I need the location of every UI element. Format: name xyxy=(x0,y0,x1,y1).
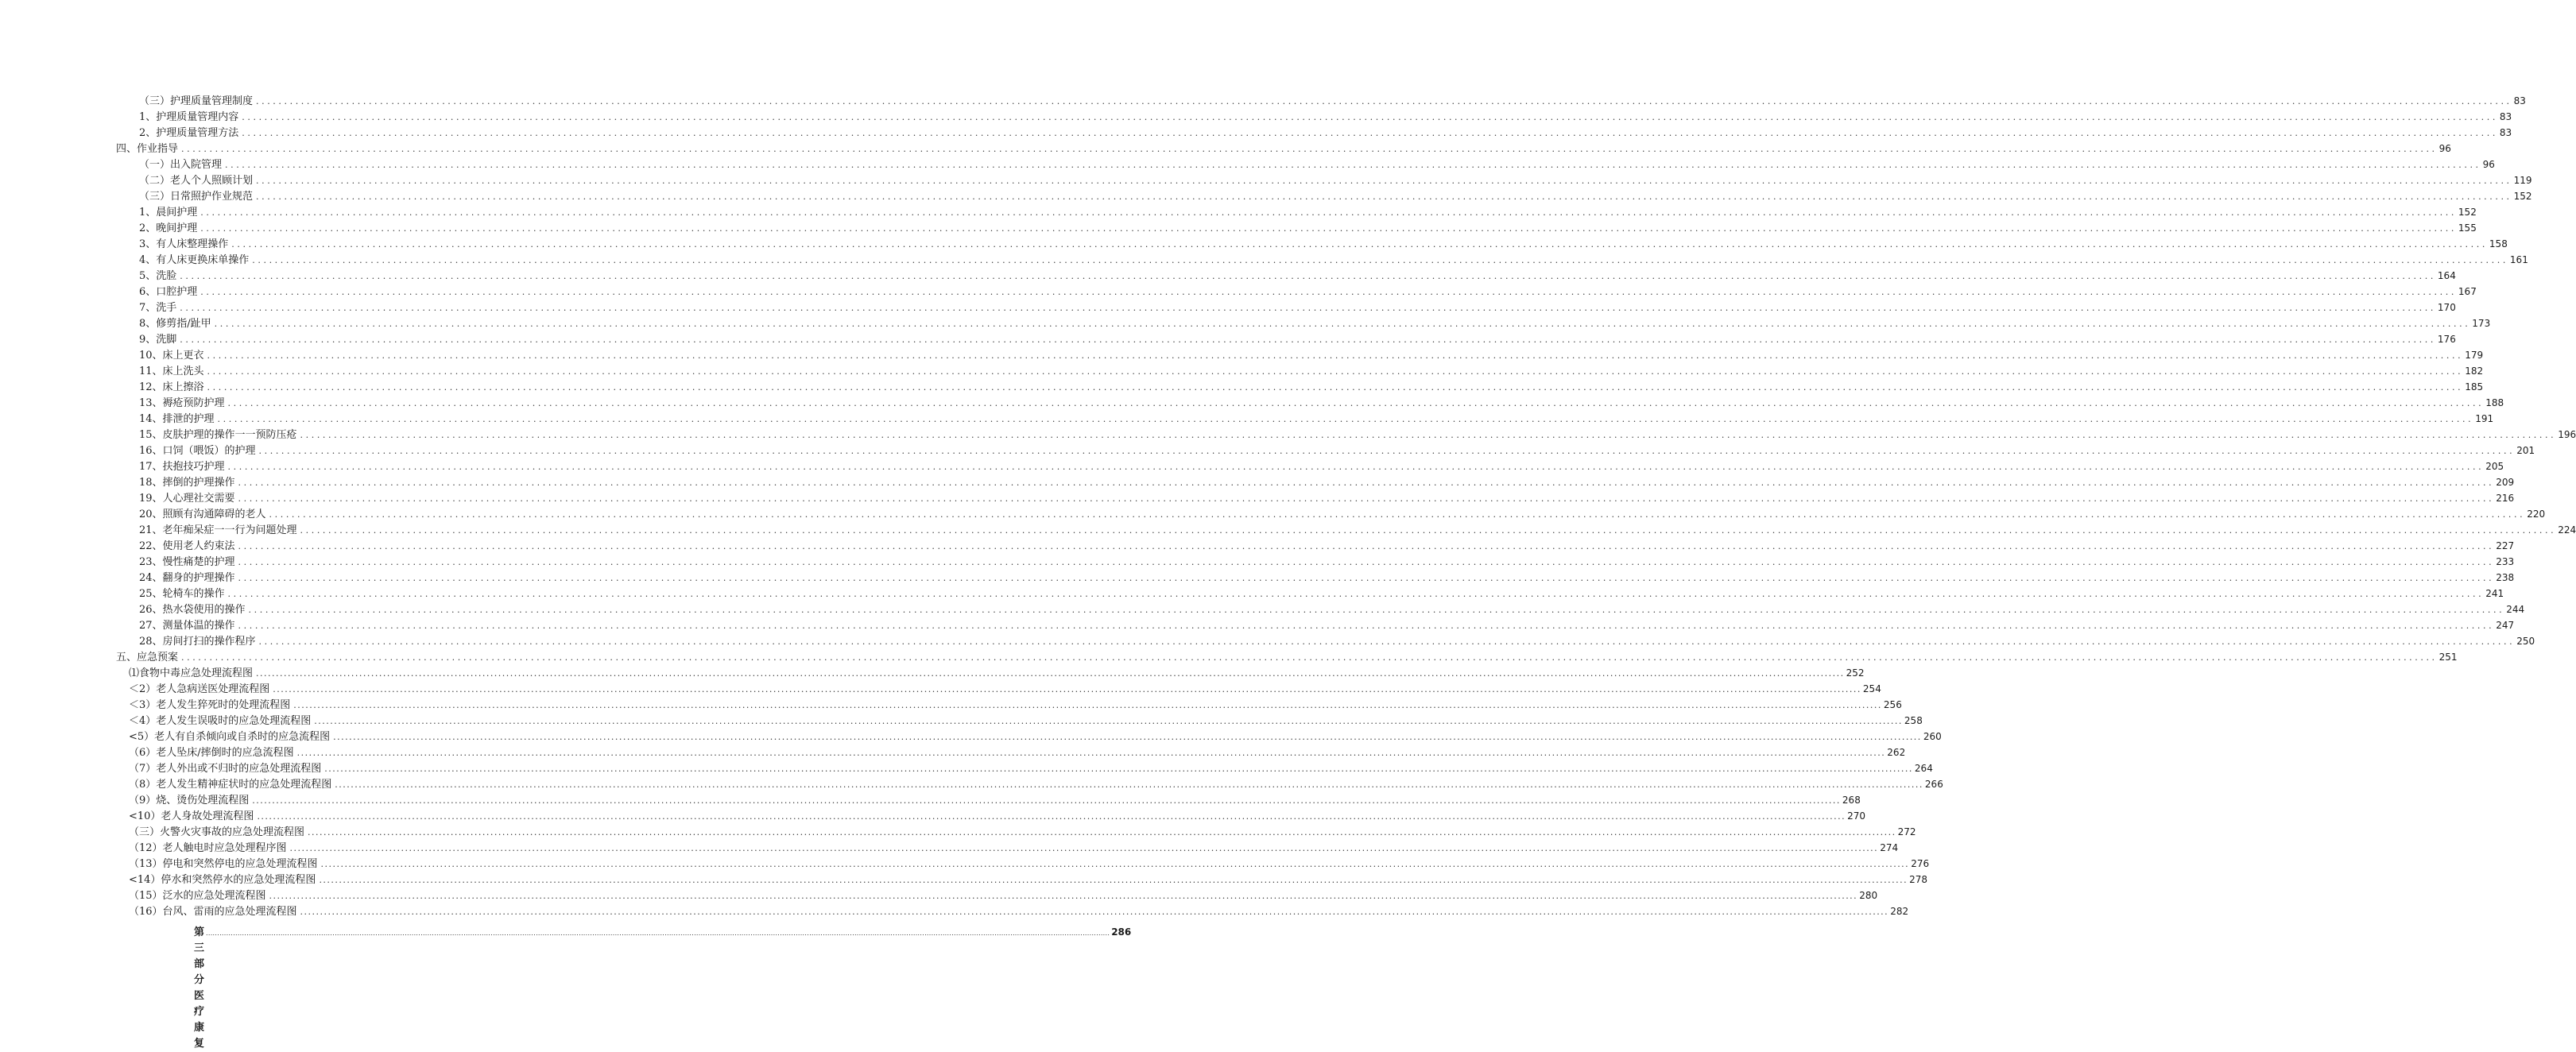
toc-entry-title: 15、皮肤护理的操作一一预防压疮 xyxy=(139,429,297,441)
toc-entry-title: （15）泛水的应急处理流程图 xyxy=(129,890,266,902)
toc-entry[interactable] xyxy=(0,157,2495,172)
toc-entry-page: 188 xyxy=(2485,397,2504,408)
toc-entry[interactable] xyxy=(0,458,2504,474)
dot-leader: ................................................................................................................................................................................................................................................................................................................................................................................................................ xyxy=(181,652,2438,663)
toc-entry-title: 4、有人床更换床单操作 xyxy=(139,254,250,266)
toc-entry[interactable] xyxy=(0,109,2512,125)
dot-leader: ................................................................................................................................................................................................................................................................................................................................................................................................................ xyxy=(257,811,1846,822)
dot-leader: ................................................................................................................................................................................................................................................................................................................................................................................................................ xyxy=(320,859,1910,869)
toc-entry-page: 266 xyxy=(1924,779,1943,790)
toc-entry[interactable] xyxy=(0,268,2456,284)
toc-entry[interactable] xyxy=(0,379,2484,395)
dot-leader: ................................................................................................................................................................................................................................................................................................................................................................................................................ xyxy=(256,668,1845,679)
dot-leader: ................................................................................................................................................................................................................................................................................................................................................................................................................ xyxy=(238,557,2495,567)
toc-entry-title: （8）老人发生精神症状时的应急处理流程图 xyxy=(129,779,332,791)
toc-entry-page: 220 xyxy=(2527,509,2546,520)
dot-leader: ................................................................................................................................................................................................................................................................................................................................................................................................................ xyxy=(200,223,2457,234)
toc-entry-title: 10、床上更衣 xyxy=(139,350,204,362)
dot-leader: ................................................................................................................................................................................................................................................................................................................................................................................................................ xyxy=(227,398,2485,408)
toc-entry-title: 5、洗脸 xyxy=(139,270,177,282)
dot-leader: ................................................................................................................................................................................................................................................................................................................................................................................................................ xyxy=(258,446,2516,456)
toc-entry[interactable] xyxy=(0,204,2477,220)
toc-entry-page: 96 xyxy=(2438,143,2451,154)
toc-entry-page: 268 xyxy=(1842,795,1861,806)
toc-entry[interactable] xyxy=(0,506,2546,522)
toc-entry[interactable] xyxy=(0,188,2532,204)
dot-leader: ................................................................................................................................................................................................................................................................................................................................................................................................................ xyxy=(256,96,2512,106)
toc-entry[interactable] xyxy=(0,665,1865,681)
toc-entry-title: ＜2）老人急病送医处理流程图 xyxy=(129,683,270,695)
toc-entry[interactable] xyxy=(0,236,2508,252)
toc-entry-title: （一）出入院管理 xyxy=(139,159,223,171)
dot-leader: ................................................................................................................................................................................................................................................................................................................................................................................................................ xyxy=(225,160,2481,170)
toc-entry-page: 83 xyxy=(2499,127,2512,138)
dot-leader: ................................................................................................................................................................................................................................................................................................................................................................................................................ xyxy=(300,907,1889,917)
dot-leader: ................................................................................................................................................................................................................................................................................................................................................................................................................ xyxy=(238,493,2495,504)
toc-entry-page: 119 xyxy=(2513,175,2532,186)
toc-entry-title: <10）老人身故处理流程图 xyxy=(129,810,254,822)
toc-entry-title: ＜4）老人发生误吸时的应急处理流程图 xyxy=(129,715,312,727)
toc-entry-page: 96 xyxy=(2482,159,2495,170)
toc-entry-page: 176 xyxy=(2437,334,2456,345)
toc-entry-page: 152 xyxy=(2513,191,2532,202)
toc-entry-title: 25、轮椅车的操作 xyxy=(139,588,225,600)
toc-entry-title: 2、护理质量管理方法 xyxy=(139,127,239,139)
toc-entry-page: 83 xyxy=(2499,111,2512,122)
toc-entry-page: 227 xyxy=(2496,540,2515,551)
toc-entry[interactable] xyxy=(0,617,2515,633)
toc-entry-title: 23、慢性痛楚的护理 xyxy=(139,556,235,568)
toc-entry-title: 8、修剪指/趾甲 xyxy=(139,318,211,330)
dot-leader: ................................................................................................................................................................................................................................................................................................................................................................................................................ xyxy=(258,636,2516,647)
dot-leader: ................................................................................................................................................................................................................................................................................................................................................................................................................ xyxy=(200,207,2457,218)
toc-entry-title: ⑴食物中毒应急处理流程图 xyxy=(129,667,254,679)
toc-entry-page: 205 xyxy=(2485,461,2504,472)
toc-entry-title: （二）老人个人照顾计划 xyxy=(139,175,254,187)
dot-leader: ................................................................................................................................................................................................................................................................................................................................................................................................................ xyxy=(333,732,1922,742)
toc-entry-page: 224 xyxy=(2558,524,2576,536)
toc-entry-page: 241 xyxy=(2485,588,2504,599)
dot-leader: ................................................................................................................................................................................................................................................................................................................................................................................................................ xyxy=(238,478,2495,488)
toc-entry[interactable] xyxy=(0,649,2458,665)
toc-entry-page: 201 xyxy=(2516,445,2535,456)
toc-entry[interactable] xyxy=(0,713,1923,729)
toc-entry[interactable] xyxy=(0,284,2477,300)
toc-entry-page: 264 xyxy=(1914,763,1933,774)
toc-entry-page: 185 xyxy=(2465,381,2484,393)
toc-entry-page: 274 xyxy=(1880,842,1899,853)
dot-leader: ................................................................................................................................................................................................................................................................................................................................................................................................................ xyxy=(256,176,2512,186)
toc-entry[interactable] xyxy=(0,872,1927,888)
toc-entry-title: 7、洗手 xyxy=(139,302,177,314)
toc-entry[interactable] xyxy=(0,697,1902,713)
toc-entry[interactable] xyxy=(0,538,2515,554)
dot-leader: ................................................................................................................................................................................................................................................................................................................................................................................................................ xyxy=(256,191,2512,202)
toc-entry-title: 9、洗脚 xyxy=(139,334,177,346)
dot-leader: ................................................................................................................................................................................................................................................................................................................................................................................................................ xyxy=(207,366,2464,377)
toc-entry-title: （13）停电和突然停电的应急处理流程图 xyxy=(129,858,318,870)
toc-entry-page: 278 xyxy=(1909,874,1927,885)
toc-entry-title: 14、排泄的护理 xyxy=(139,413,215,425)
dot-leader: ................................................................................................................................................................................................................................................................................................................................................................................................................ xyxy=(181,144,2438,154)
dot-leader: ................................................................................................................................................................................................................................................................................................................................................................................................................ xyxy=(238,621,2495,631)
toc-entry-title: 22、使用老人约束法 xyxy=(139,540,235,552)
dot-leader: ................................................................................................................................................................................................................................................................................................................................................................................................................ xyxy=(180,303,2436,313)
toc-entry-page: 270 xyxy=(1847,810,1865,822)
dot-leader: ................................................................................................................................................................................................................................................................................................................................................................................................................ xyxy=(335,779,1923,790)
toc-entry-title: <14）停水和突然停水的应急处理流程图 xyxy=(129,874,316,886)
toc-entry[interactable] xyxy=(0,776,1943,792)
toc-entry[interactable] xyxy=(0,443,2535,458)
toc-entry[interactable] xyxy=(0,363,2484,379)
toc-entry-page: 262 xyxy=(1887,747,1906,758)
dot-leader: ................................................................................................................................................................................................................................................................................................................................................................................................................ xyxy=(238,541,2495,551)
toc-entry-page: 191 xyxy=(2475,413,2494,424)
dot-leader: ................................................................................................................................................................................................................................................................................................................................................................................................................ xyxy=(293,700,1882,710)
toc-entry-title: （16）台风、雷雨的应急处理流程图 xyxy=(129,906,297,918)
toc-entry-page: 238 xyxy=(2496,572,2515,583)
toc-entry-title: ＜3）老人发生猝死时的处理流程图 xyxy=(129,699,291,711)
dot-leader: ................................................................................................................................................................................................................................................................................................................................................................................................................ xyxy=(314,716,1903,726)
toc-entry-title: （三）日常照护作业规范 xyxy=(139,191,254,203)
toc-entry-title: 21、老年痴呆症一一行为问题处理 xyxy=(139,524,297,536)
toc-entry-page: 173 xyxy=(2472,318,2491,329)
toc-entry-title: 12、床上擦浴 xyxy=(139,381,204,393)
dot-leader: ................................................................................................................................................................................................................................................................................................................................................................................................................ xyxy=(227,589,2485,599)
toc-entry-title: <5）老人有自杀倾向或自杀时的应急流程图 xyxy=(129,731,331,743)
toc-entry-title: 26、热水袋使用的操作 xyxy=(139,604,246,616)
toc-entry[interactable] xyxy=(0,395,2504,411)
dot-leader: ................................................................................................................................................................................................................................................................................................................................................................................................................ xyxy=(300,525,2557,536)
toc-entry[interactable] xyxy=(0,586,2504,601)
toc-entry[interactable] xyxy=(0,300,2456,315)
toc-entry-page: 250 xyxy=(2516,636,2535,647)
toc-entry-title: （三）护理质量管理制度 xyxy=(139,95,254,107)
part-heading-title: 第三部分医疗康复 xyxy=(194,926,205,1050)
toc-entry-page: 272 xyxy=(1897,826,1916,837)
toc-entry[interactable] xyxy=(0,633,2535,649)
dot-leader: ................................................................................................................................................................................................................................................................................................................................................................................................................ xyxy=(214,319,2471,329)
toc-entry-title: 20、照顾有沟通障碍的老人 xyxy=(139,509,266,520)
toc-entry[interactable] xyxy=(0,125,2512,141)
toc-entry-page: 155 xyxy=(2458,222,2477,234)
toc-entry[interactable] xyxy=(0,840,1899,856)
toc-entry[interactable] xyxy=(0,93,2526,109)
toc-entry-page: 179 xyxy=(2465,350,2484,361)
toc-entry-page: 252 xyxy=(1846,667,1865,679)
dot-leader: ................................................................................................................................................................................................................................................................................................................................................................................................................ xyxy=(269,891,1858,901)
dot-leader: ................................................................................................................................................................................................................................................................................................................................................................................................................ xyxy=(308,827,1896,837)
toc-entry[interactable] xyxy=(0,315,2491,331)
toc-entry-page: 280 xyxy=(1859,890,1878,901)
toc-entry-page: 282 xyxy=(1890,906,1909,917)
toc-entry-title: 2、晚间护理 xyxy=(139,222,198,234)
toc-entry-title: （6）老人坠床/摔倒时的应急流程图 xyxy=(129,747,294,759)
toc-entry[interactable] xyxy=(0,220,2477,236)
toc-entry-page: 258 xyxy=(1904,715,1923,726)
toc-entry-title: 27、测量体温的操作 xyxy=(139,620,235,632)
toc-entry-title: 16、口饲（喂饭）的护理 xyxy=(139,445,256,457)
toc-entry[interactable] xyxy=(0,681,1881,697)
toc-entry-page: 244 xyxy=(2506,604,2525,615)
toc-entry-page: 276 xyxy=(1911,858,1930,869)
dot-leader: ................................................................................................................................................................................................................................................................................................................................................................................................................ xyxy=(269,509,2526,520)
toc-entry-page: 158 xyxy=(2489,238,2508,249)
toc-entry-title: 1、护理质量管理内容 xyxy=(139,111,239,123)
dot-leader: ................................................................................................................................................................................................................................................................................................................................................................................................................ xyxy=(200,287,2457,297)
dot-leader: ................................................................................................................................................................................................................................................................................................................................................................................................................ xyxy=(252,255,2508,265)
toc-entry-page: 251 xyxy=(2438,652,2458,663)
toc-entry-page: 196 xyxy=(2558,429,2576,440)
toc-entry[interactable] xyxy=(0,824,1916,840)
toc-entry[interactable] xyxy=(0,522,2576,538)
dot-leader: ................................................................................................................................................................................................................................................................................................................................................................................................................ xyxy=(238,573,2495,583)
toc-entry-title: （三）火警火灾事故的应急处理流程图 xyxy=(129,826,305,838)
dot-leader: ................................................................................................................................................................................................................................................................................................................................................................................................................ xyxy=(324,764,1913,774)
toc-entry-page: 182 xyxy=(2465,365,2484,377)
toc-entry[interactable] xyxy=(0,347,2484,363)
toc-entry-title: （12）老人触电时应急处理程序图 xyxy=(129,842,287,854)
toc-entry[interactable] xyxy=(0,903,1909,919)
toc-entry[interactable] xyxy=(0,856,1930,872)
toc-entry-page: 247 xyxy=(2496,620,2515,631)
toc-entry-page: 233 xyxy=(2496,556,2515,567)
toc-entry-title: 6、口腔护理 xyxy=(139,286,198,298)
dot-leader: ................................................................................................................................................................................................................................................................................................................................................................................................................ xyxy=(180,271,2436,281)
toc-entry-title: 五、应急预案 xyxy=(116,652,179,663)
dot-leader: ................................................................................................................................................................................................................................................................................................................................................................................................................ xyxy=(180,335,2436,345)
toc-entry-title: 28、房间打扫的操作程序 xyxy=(139,636,256,648)
toc-entry[interactable] xyxy=(0,760,1933,776)
dot-leader: ................................................................................................................................................................................................................................................................................................................................................................................................................ xyxy=(207,350,2464,361)
toc-entry[interactable] xyxy=(0,474,2515,490)
dot-leader: ................................................................................................................................................................................................................................................................................................................................................................................................................ xyxy=(296,748,1886,758)
toc-entry-title: 17、扶抱技巧护理 xyxy=(139,461,225,473)
toc-entry-title: 11、床上洗头 xyxy=(139,365,204,377)
toc-entry-page: 152 xyxy=(2458,207,2477,218)
toc-entry-title: 19、人心理社交需要 xyxy=(139,493,235,505)
toc-entry-page: 260 xyxy=(1923,731,1942,742)
toc-entry[interactable] xyxy=(0,427,2576,443)
toc-entry-title: 24、翻身的护理操作 xyxy=(139,572,235,584)
dot-leader: ................................................................................................................................................................................................................................................................................................................................................................................................................ xyxy=(300,430,2557,440)
dot-leader: ................................................................................................................................................................................................................................................................................................................................................................................................................ xyxy=(248,605,2505,615)
dot-leader: ................................................................................................................................................................................................................................................................................................................................................................................................................ xyxy=(217,414,2474,424)
dot-leader: ................................................................................................................................................................................................................................................................................................................................................................................................................ xyxy=(242,112,2498,122)
toc-entry[interactable] xyxy=(0,888,1878,903)
toc-entry-page: 216 xyxy=(2496,493,2515,504)
part-heading-entry[interactable] xyxy=(194,924,1132,1050)
toc-entry[interactable] xyxy=(0,172,2532,188)
toc-entry[interactable] xyxy=(0,745,1906,760)
toc-entry-page: 83 xyxy=(2513,95,2526,106)
toc-entry-title: 四、作业指导 xyxy=(116,143,179,155)
dot-leader: ................................................................................................................................................................................................................................................................................................................................................................................................................ xyxy=(319,875,1908,885)
dot-leader: ................................................................................................................................................................................................................................................................................................................................................................................................................ xyxy=(206,930,1110,937)
toc-entry[interactable] xyxy=(0,331,2456,347)
toc-entry-page: 164 xyxy=(2437,270,2456,281)
toc-entry[interactable] xyxy=(0,570,2515,586)
toc-entry-page: 167 xyxy=(2458,286,2477,297)
toc-entry[interactable] xyxy=(0,252,2528,268)
toc-entry-title: 18、摔倒的护理操作 xyxy=(139,477,235,489)
toc-entry[interactable] xyxy=(0,411,2494,427)
dot-leader: ................................................................................................................................................................................................................................................................................................................................................................................................................ xyxy=(242,128,2498,138)
toc-entry-title: （9）烧、烫伤处理流程图 xyxy=(129,795,250,806)
toc-entry-page: 256 xyxy=(1883,699,1902,710)
dot-leader: ................................................................................................................................................................................................................................................................................................................................................................................................................ xyxy=(231,239,2488,249)
toc-entry-page: 209 xyxy=(2496,477,2515,488)
toc-entry-title: （7）老人外出或不归时的应急处理流程图 xyxy=(129,763,322,775)
toc-entry-page: 254 xyxy=(1862,683,1881,694)
toc-entry[interactable] xyxy=(0,808,1865,824)
toc-entry-title: 3、有人床整理操作 xyxy=(139,238,229,250)
toc-entry[interactable] xyxy=(0,141,2451,157)
table-of-contents xyxy=(0,93,2576,919)
toc-entry[interactable] xyxy=(0,729,1942,745)
dot-leader: ................................................................................................................................................................................................................................................................................................................................................................................................................ xyxy=(252,795,1841,806)
toc-entry-title: 1、晨间护理 xyxy=(139,207,198,219)
toc-entry[interactable] xyxy=(0,792,1861,808)
toc-entry[interactable] xyxy=(0,554,2515,570)
toc-entry-page: 170 xyxy=(2437,302,2456,313)
dot-leader: ................................................................................................................................................................................................................................................................................................................................................................................................................ xyxy=(207,382,2464,393)
dot-leader: ................................................................................................................................................................................................................................................................................................................................................................................................................ xyxy=(273,684,1861,694)
dot-leader: ................................................................................................................................................................................................................................................................................................................................................................................................................ xyxy=(227,462,2485,472)
toc-entry-title: 13、褥疮预防护理 xyxy=(139,397,225,409)
dot-leader: ................................................................................................................................................................................................................................................................................................................................................................................................................ xyxy=(289,843,1879,853)
toc-entry[interactable] xyxy=(0,490,2515,506)
toc-entry[interactable] xyxy=(0,601,2525,617)
toc-entry-page: 161 xyxy=(2509,254,2528,265)
part-heading-page: 286 xyxy=(1111,926,1132,938)
